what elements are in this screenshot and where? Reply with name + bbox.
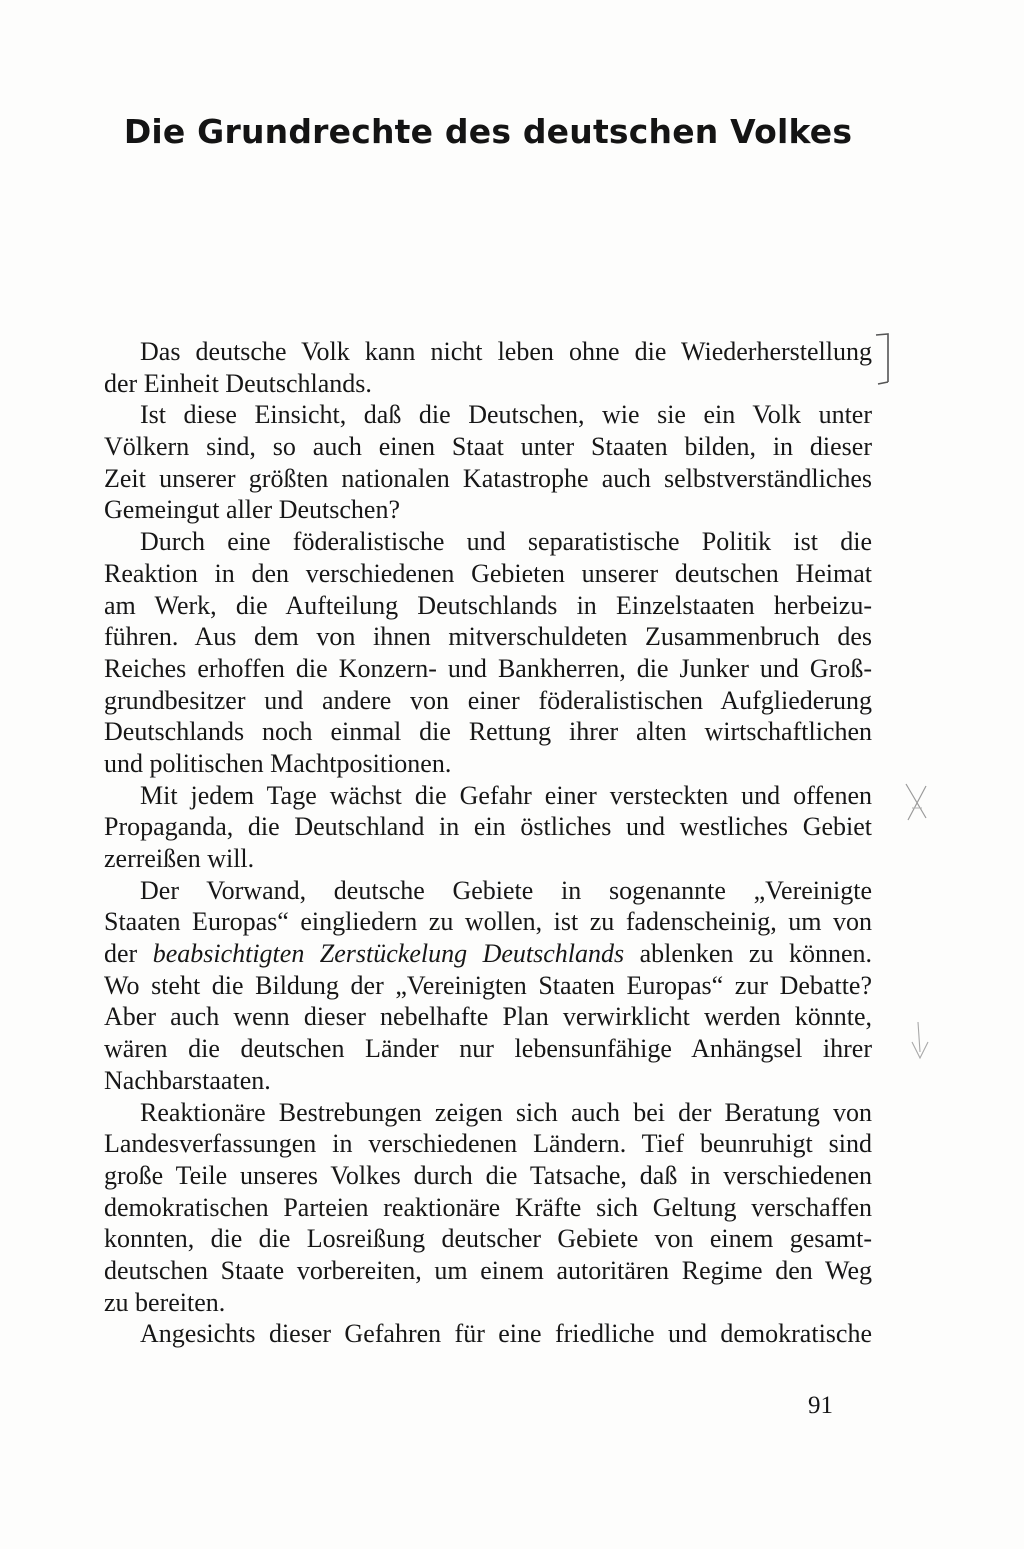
margin-check-mark [904,1018,938,1066]
text-line: am Werk, die Aufteilung Deutschlands in Einzelstaaten herbeizu- [104,590,872,620]
text-line: grundbesitzer und andere von einer föderalistischen Aufgliederung [104,685,872,715]
text-line [104,938,872,970]
text-line: konnten, die die Losreißung deutscher Gebiete von einem gesamt- [104,1224,872,1254]
page-number: 91 [808,1392,833,1419]
text-line: Reaktionäre Bestrebungen zeigen sich auch bei der Beratung von [140,1097,872,1127]
text-line: Landesverfassungen in verschiedenen Ländern. Tief beunruhigt sind [104,1129,872,1159]
text-line: Nachbarstaaten. [104,1065,271,1095]
text-line: zu bereiten. [104,1287,226,1317]
text-line: Aber auch wenn dieser nebelhafte Plan verwirklicht werden könnte, [104,1002,872,1032]
chapter-title: Die Grundrechte des deutschen Volkes [123,112,853,151]
text-line: Mit jedem Tage wächst die Gefahr einer versteckten und offenen [140,780,872,810]
margin-cross-mark [900,778,934,828]
text-line: Ist diese Einsicht, daß die Deutschen, wie sie ein Volk unter [140,400,872,430]
text-line: führen. Aus dem von ihnen mitverschuldeten Zusammenbruch des [104,622,872,652]
text-line: Reiches erhoffen die Konzern- und Bankherren, die Junker und Groß- [104,653,872,683]
text-line: Propaganda, die Deutschland in ein östliches und westliches Gebiet [104,812,872,842]
text-line: große Teile unseres Volkes durch die Tatsache, daß in verschiedenen [104,1160,872,1190]
emphasized-text: beabsichtigten Zerstückelung Deutschlands [152,939,625,969]
text-line: Angesichts dieser Gefahren für eine friedliche und demokratische [140,1319,872,1349]
text-line: Zeit unserer größten nationalen Katastrophe auch selbstverständliches [104,463,872,493]
text-line: Der Vorwand, deutsche Gebiete in sogenannte „Vereinigte [140,875,872,905]
text-line: Deutschlands noch einmal die Rettung ihrer alten wirtschaftlichen [104,717,872,747]
text-line: und politischen Machtpositionen. [104,748,452,778]
text-line: deutschen Staate vorbereiten, um einem autoritären Regime den Weg [104,1255,872,1285]
text-line: zerreißen will. [104,844,255,873]
text-line: demokratischen Parteien reaktionäre Kräfte sich Geltung verschaffen [104,1192,872,1222]
text-line: der Einheit Deutschlands. [104,368,372,398]
text-line: wären die deutschen Länder nur lebensunfähige Anhängsel ihrer [104,1034,872,1064]
text-line: Das deutsche Volk kann nicht leben ohne die Wiederherstellung [140,337,872,366]
text-line: Staaten Europas“ eingliedern zu wollen, ist zu fadenscheinig, um von [104,907,872,937]
text-line: Wo steht die Bildung der „Vereinigten Staaten Europas“ zur Debatte? [104,970,872,1000]
text-line: Durch eine föderalistische und separatistische Politik ist die [140,527,872,557]
body-text [104,336,872,1350]
text-line: Reaktion in den verschiedenen Gebieten unserer deutschen Heimat [104,558,872,588]
text-line: Gemeingut aller Deutschen? [104,495,400,525]
text-run: ablenken zu können. [624,939,872,969]
margin-bracket-mark [872,332,894,388]
text-line: Völkern sind, so auch einen Staat unter Staaten bilden, in dieser [104,432,872,462]
text-run: der [104,939,153,969]
